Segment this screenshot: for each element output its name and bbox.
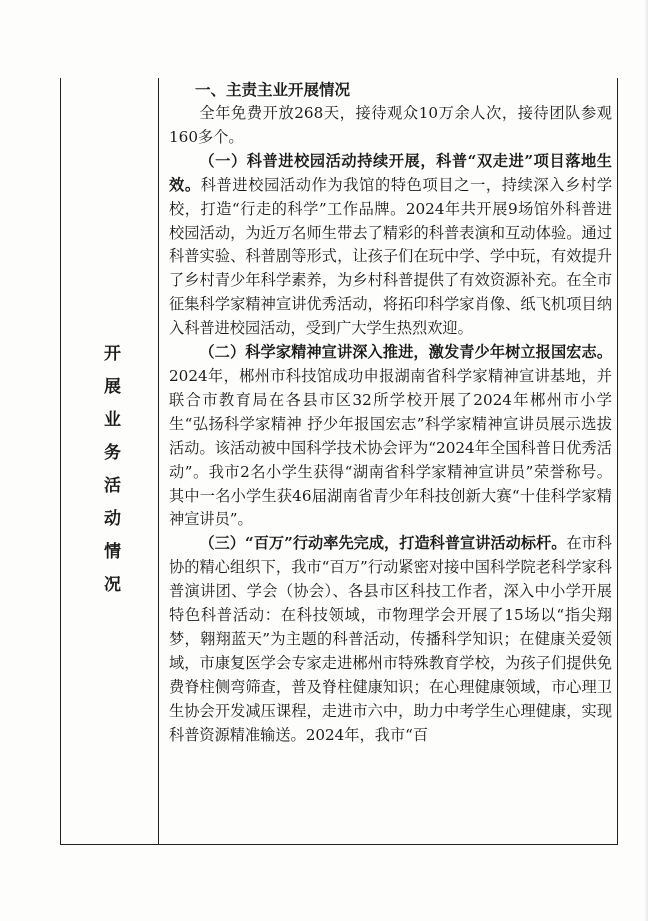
section-2-paragraph <box>169 341 612 532</box>
table-frame <box>60 78 618 845</box>
row-label: 开展业务活动情况 <box>100 344 120 608</box>
section-2-title: （二）科学家精神宣讲深入推进，激发青少年树立报国宏志。 <box>199 343 612 362</box>
section-1-paragraph <box>169 150 612 341</box>
section-1-title: （一）科普进校园活动持续开展，科普“双走进”项目落地生效。 <box>169 151 612 194</box>
intro-paragraph: 全年免费开放268天，接待观众10万余人次，接待团队参观160多个。 <box>169 104 612 146</box>
section-2-body: 2024年，郴州市科技馆成功申报湖南省科学家精神宣讲基地，并联合市教育局在各县市区32所学校开展了2024年郴州市小学生“弘扬科学家精神 抒少年报国宏志”科学家精神宣讲员展示选拔活动。该活动被中国科学技术协会评为“2024年全国科普日优秀活动”。我市2名小学生获得“湖南省科学家精神宣讲员”荣誉称号。其中一名小学生获46届湖南省青少年科技创新大赛“十佳科学家精神宣讲员”。 <box>169 366 612 529</box>
section-1-body: 科普进校园活动作为我馆的特色项目之一，持续深入乡村学校，打造“行走的科学”工作品牌。2024年共开展9场馆外科普进校园活动，为近万名师生带去了精彩的科普表演和互动体验。通过科普实验、科普剧等形式，让孩子们在玩中学、学中玩，有效提升了乡村青少年科学素养，为乡村科普提供了有效资源补充。在全市征集科学家精神宣讲优秀活动，将拓印科学家肖像、纸飞机项目纳入科普进校园活动，受到广大学生热烈欢迎。 <box>169 175 613 338</box>
section-3-title: （三）“百万”行动率先完成，打造科普宣讲活动标杆。 <box>199 534 567 553</box>
content-cell <box>169 78 612 747</box>
section-heading: 一、主责主业开展情况 <box>195 80 351 99</box>
section-3-body: 在市科协的精心组织下，我市“百万”行动紧密对接中国科学院老科学家科普演讲团、学会（协会）、各县市区科技工作者，深入中小学开展特色科普活动：在科技领域，市物理学会开展了15场以“指尖翔梦，翱翔蓝天”为主题的科普活动，传播科学知识；在健康关爱领域，市康复医学会专家走进郴州市特殊教育学校，为孩子们提供免费脊柱侧弯筛查，普及脊柱健康知识；在心理健康领域，市心理卫生协会开发减压课程，走进市六中，助力中考学生心理健康，实现科普资源精准输送。2024年，我市“百 <box>169 534 612 744</box>
section-3-paragraph <box>169 532 612 747</box>
column-divider <box>158 78 159 844</box>
row-label-cell <box>61 78 158 844</box>
scan-edge-shadow <box>644 0 648 921</box>
